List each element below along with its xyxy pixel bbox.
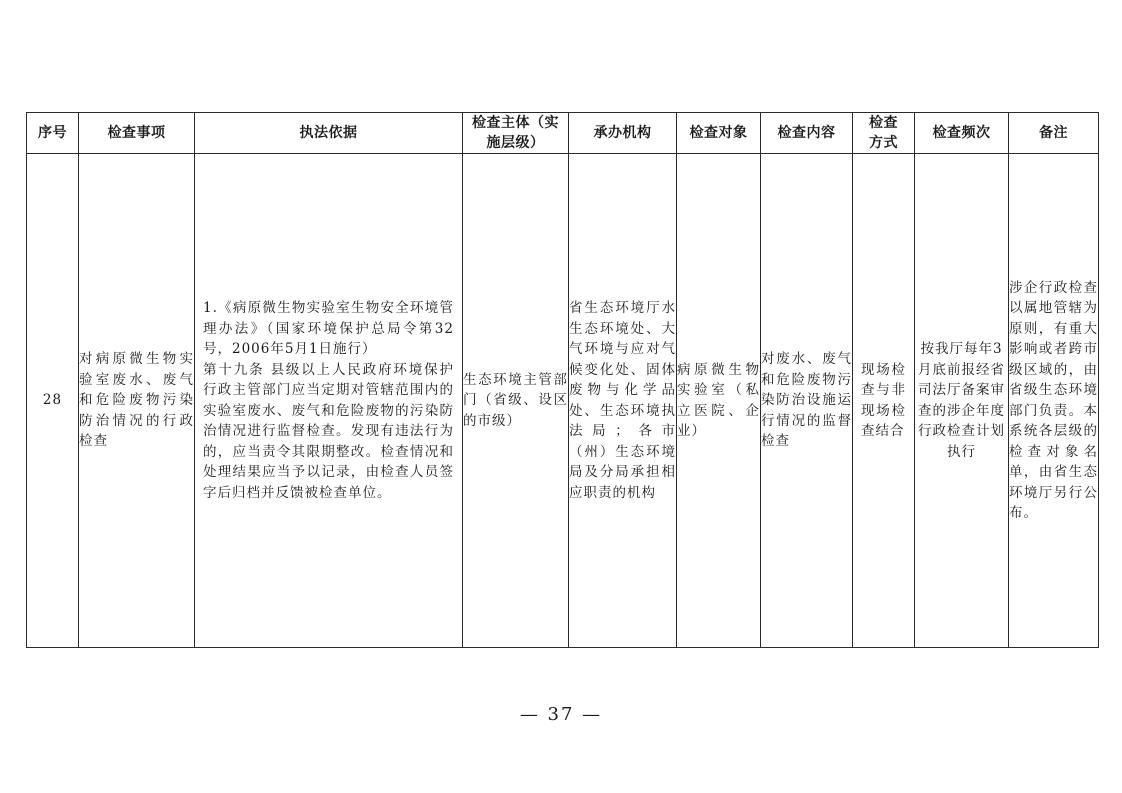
cell-frequency: 按我厅每年3月底前报经省司法厅备案审查的涉企年度行政检查计划执行: [915, 154, 1009, 648]
table-row: [27, 154, 1099, 648]
page-number: — 37 —: [519, 704, 603, 725]
cell-basis: [195, 154, 463, 648]
header-agency: 承办机构: [569, 113, 677, 154]
header-subject: 检查主体（实施层级）: [463, 113, 569, 154]
header-item: 检查事项: [79, 113, 195, 154]
header-seq: 序号: [27, 113, 79, 154]
basis-regulation: 1.《病原微生物实验室生物安全环境管理办法》（国家环境保护总局令第32号，2006年5月1日施行）: [203, 300, 454, 357]
header-target: 检查对象: [677, 113, 761, 154]
header-method: 检查方式: [853, 113, 915, 154]
cell-remarks: 涉企行政检查以属地管辖为原则，有重大影响或者跨市级区域的，由省级生态环境部门负责。本系统各层级的检查对象名单，由省生态环境厅另行公布。: [1009, 154, 1099, 648]
cell-agency: 省生态环境厅水生态环境处、大气环境与应对气候变化处、固体废物与化学品处、生态环境执法局；各市（州）生态环境局及分局承担相应职责的机构: [569, 154, 677, 648]
cell-target: 病原微生物实验室（私立医院、企业）: [677, 154, 761, 648]
header-frequency: 检查频次: [915, 113, 1009, 154]
header-remarks: 备注: [1009, 113, 1099, 154]
header-row: [27, 113, 1099, 154]
header-basis: 执法依据: [195, 113, 463, 154]
cell-seq: 28: [27, 154, 79, 648]
cell-method: 现场检查与非现场检查结合: [853, 154, 915, 648]
inspection-table: [26, 112, 1099, 648]
cell-content: 对废水、废气和危险废物污染防治设施运行情况的监督检查: [761, 154, 853, 648]
header-content: 检查内容: [761, 113, 853, 154]
basis-article: 第十九条 县级以上人民政府环境保护行政主管部门应当定期对管辖范围内的实验室废水、废气和危险废物的污染防治情况进行监督检查。发现有违法行为的，应当责令其限期整改。检查情况和处理结果应当予以记录，由检查人员签字后归档并反馈被检查单位。: [203, 361, 454, 501]
cell-subject: 生态环境主管部门（省级、设区的市级）: [463, 154, 569, 648]
cell-item: 对病原微生物实验室废水、废气和危险废物污染防治情况的行政检查: [79, 154, 195, 648]
